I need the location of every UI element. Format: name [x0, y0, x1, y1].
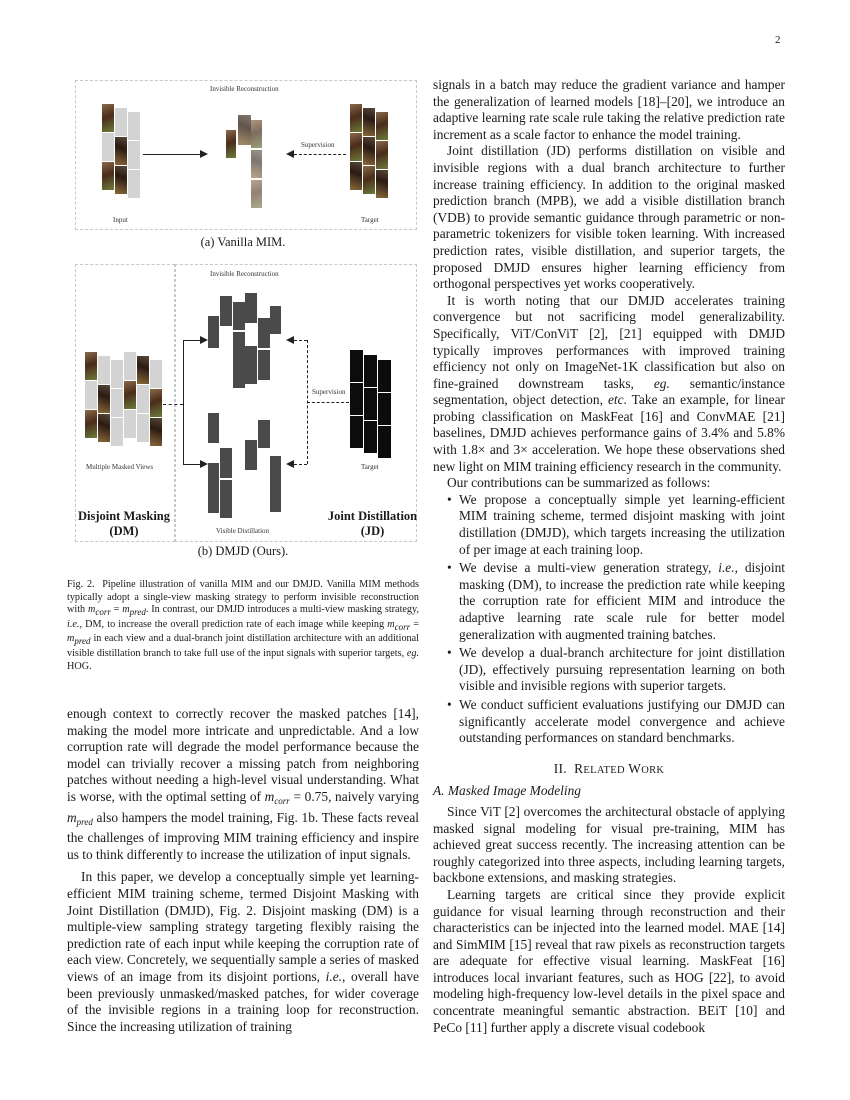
contribution-item: • We propose a conceptually simple yet learning-efficient MIM training scheme, termed disjoint masking with joint distillation (DMJD), which targets increasing the utilization of per image at each training loop. [433, 492, 785, 558]
paragraph-joint-distillation: Joint distillation (JD) performs distillation on visible and invisible regions with a dual branch architecture to further increase training efficiency. In addition to the original masked prediction branch (MPB), we add a visible distillation branch (VDB) to provide semantic guidance through parametric or non-parametric tokenizers for visible token learning. With increased prediction rates, visible distillation, and superior targets, the proposed DMJD ensures higher learning efficiency from orthogonal perspectives yet works cooperatively. [433, 143, 785, 292]
caption-prefix: Fig. 2. [67, 579, 95, 590]
joint-distillation-label [325, 509, 420, 539]
caption-text-5: HOG. [67, 660, 92, 672]
multiple-masked-views-label: Multiple Masked Views [86, 463, 154, 471]
page-number: 2 [775, 34, 781, 46]
paragraph-mim-overview: Since ViT [2] overcomes the architectural obstacle of applying masked signal modeling for visual pre-training, MIM has achieved great success recently. The increasing attention can be roughly categorized into three aspects, including learning targets, backbone extensions, and masking strategies. [433, 803, 785, 886]
paragraph-intro-dmjd: In this paper, we develop a conceptually simple yet learning-efficient MIM training scheme, termed Disjoint Masking with Joint Distillation (DMJD), Fig. 2. Disjoint masking (DM) is a multiple-view sampling strategy targeting flexibly raising the prediction rate of each input while keeping the corruption rate of each view. Concretely, we sequentially sample a series of masked views of an image from its disjoint portions, i.e., overall have been previously unmasked/masked patches, for wider coverage of the invisible regions in a training loop for reconstruction. Since the increasing utilization of training [67, 869, 419, 1034]
target-label-a: Target [361, 216, 379, 224]
supervision-lower-arrowhead-icon [286, 460, 294, 468]
paragraph-lr-scale: signals in a batch may reduce the gradient variance and hamper the generalization of learned models [18]–[20], we introduce an adaptive learning rate scale rule taking the relative prediction rate increment as a scale factor to enhance the model training. [433, 77, 785, 142]
math-m-corr: $m_{corr}$ [87, 604, 111, 618]
forward-arrow-line [143, 154, 200, 155]
supervision-stem-line [307, 402, 349, 403]
forward-arrowhead-icon [200, 150, 208, 158]
supervision-upper-line [294, 340, 307, 341]
caption-text-2: . In contrast, our DMJD introduces a multi-view masking strategy, [145, 604, 419, 616]
paragraph-learning-targets: Learning targets are critical since they provide explicit guidance for visual learning through reconstruction and their characteristics can be injected into the learned model. MAE [14] and SimMIM [15] reveal that raw pixels as reconstruction targets are adequate for effective visual learning. MaskFeat [16] introduces local invariant features, such as HOG [22], to avoid modeling high-frequency low-level details in the pixel space and concentrate meaningful semantic abstraction. BEiT [10] and PeCo [11] further apply a discrete visual codebook [433, 886, 785, 1035]
paragraph-context: enough context to correctly recover the masked patches [14], making the model more intricate and unpredictable. And a low corruption rate will degrade the model performance because the model can trivially recover a missing patch from neighboring patches without needing a high-level visual understanding. What is worse, with the optimal setting of $m_{corr} = 0.75$, naively varying $m_{pred}$ also hampers the model training, Fig. 1b. These facts reveal the challenges of improving MIM training efficiency and inspire us to think differently to increase the utilization of input signals. [67, 706, 420, 862]
supervision-label-a: Supervision [301, 141, 335, 149]
branch-upper-line [183, 340, 200, 341]
supervision-label-b: Supervision [312, 388, 346, 396]
disjoint-masking-label-line1: Disjoint Masking [77, 509, 171, 523]
paragraph-contributions-intro: Our contributions can be summarized as follows: [447, 475, 711, 491]
contribution-item: • We devise a multi-view generation strategy, i.e., disjoint masking (DM), to increase the prediction rate while keeping the corruption rate for efficient MIM and introduce the adaptive learning rate scale rule for better model generalization with augmented training batches. [433, 560, 785, 643]
target-label-b: Target [361, 463, 379, 471]
supervision-arrowhead-icon [286, 150, 294, 158]
input-label: Input [113, 216, 128, 224]
math-m-corr-2: $m_{corr}$ [387, 618, 411, 632]
caption-text-1: Pipeline illustration of vanilla MIM and our DMJD. Vanilla MIM methods typically adopt a single-view masking strategy to perform invisible reconstruction with [67, 579, 420, 616]
joint-distillation-label-line1: Joint Distillation [327, 509, 418, 523]
figure-2-caption: Fig. 2. Pipeline illustration of vanilla MIM and our DMJD. Vanilla MIM methods typically adopt a single-view masking strategy to perform invisible reconstruction with $m_{corr} = m_{pred}$. In contrast, our DMJD introduces a multi-view masking strategy, i.e., DM, to increase the overall prediction rate of each image while keeping $m_{corr} = m_{pred}$ in each view and a dual-branch joint distillation architecture with an additional visible distillation branch to take full use of the input signals with superior targets, eg. HOG. [67, 579, 420, 672]
branch-upper-arrowhead-icon [200, 336, 208, 344]
math-m-pred: $m_{pred}$ [122, 604, 146, 618]
supervision-upper-arrowhead-icon [286, 336, 294, 344]
visible-distillation-label: Visible Distillation [216, 527, 270, 535]
invisible-reconstruction-label-b: Invisible Reconstruction [210, 270, 279, 278]
branch-lower-arrowhead-icon [200, 460, 208, 468]
figure-2a-subcaption: (a) Vanilla MIM. [200, 235, 286, 249]
invisible-reconstruction-label: Invisible Reconstruction [210, 85, 279, 93]
contributions-list [433, 492, 785, 747]
branch-vertical-line [183, 340, 184, 464]
branch-lower-line [183, 464, 200, 465]
caption-text-3: , DM, to increase the overall prediction rate of each image while keeping [79, 618, 388, 630]
section-heading-related-work: II. RELATED WORK [553, 760, 665, 776]
disjoint-masking-label-line2: (DM) [109, 524, 139, 538]
contribution-item: • We develop a dual-branch architecture for joint distillation (JD), effectively pursuing representation learning on both visible and invisible regions with superior targets. [433, 645, 785, 695]
right-column-body [433, 77, 785, 1036]
figure-2b-subcaption: (b) DMJD (Ours). [197, 544, 289, 558]
paragraph-convergence: It is worth noting that our DMJD accelerates training convergence but not sacrificing model generalizability. Specifically, ViT/ConViT [2], [21] equipped with DMJD typically improves performances with improved training efficiency not only on ImageNet-1K classification but also on fine-grained downstream tasks, eg. semantic/instance segmentation, object detection, etc. Take an example, for linear probing classification on MaskFeat [16] and ConvMAE [21] baselines, DMJD achieves performance gains of 3.4% and 5.8% with 1.8× and 3× acceleration. We hope these observations shed new light on MIM training efficiency research in the community. [433, 292, 785, 474]
math-m-pred-2: $m_{pred}$ [67, 633, 91, 647]
left-column-body [67, 706, 419, 1035]
supervision-lower-line [294, 464, 307, 465]
supervision-arrow-line [294, 154, 346, 155]
subsection-heading-mim: A. Masked Image Modeling [433, 783, 581, 799]
joint-distillation-label-line2: (JD) [360, 524, 385, 538]
branch-stem-line [163, 404, 183, 405]
caption-text-4: in each view and a dual-branch joint distillation architecture with an additional visible distillation branch to take full use of the input signals with superior targets, [67, 633, 419, 659]
disjoint-masking-label [70, 509, 178, 539]
contribution-item: • We conduct sufficient evaluations justifying our DMJD can significantly accelerate model convergence and achieve outstanding performances on standard benchmarks. [433, 697, 785, 747]
